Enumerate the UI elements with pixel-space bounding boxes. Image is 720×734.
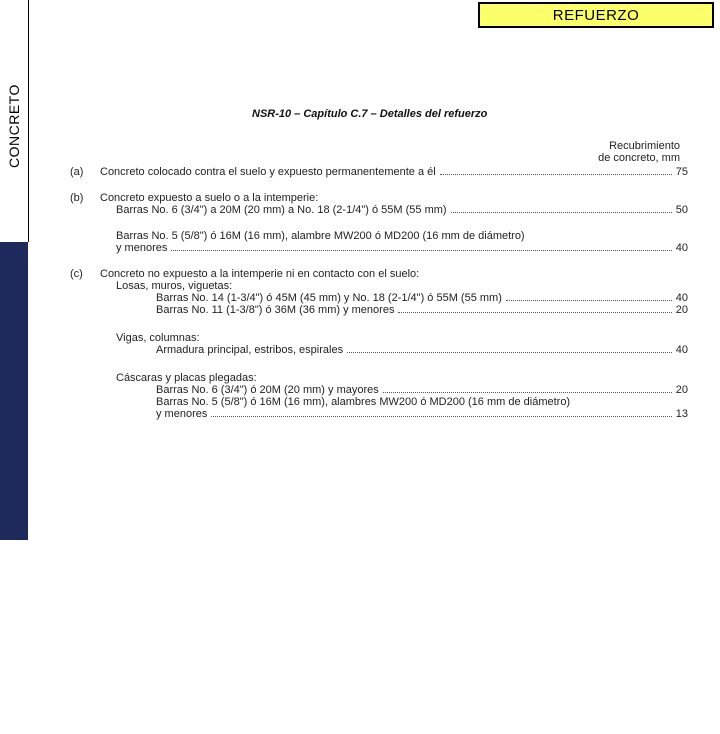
row-b1 <box>70 204 688 216</box>
row-c3 <box>70 344 688 356</box>
row-c4-value: 20 <box>675 384 688 396</box>
row-c-slabs <box>70 280 688 292</box>
row-c2-value: 20 <box>675 304 688 316</box>
row-c1 <box>70 292 688 304</box>
cover-header-line-1: Recubrimiento <box>609 140 680 152</box>
row-c5 <box>70 396 688 408</box>
row-c4 <box>70 384 688 396</box>
leader-dots <box>506 299 672 301</box>
row-c5-value: 13 <box>675 408 688 420</box>
row-c-text: Concreto no expuesto a la intemperie ni en contacto con el suelo: <box>100 268 420 280</box>
row-b <box>70 192 688 204</box>
row-b2b-text: y menores <box>116 242 168 254</box>
row-a-label: (a) <box>70 166 84 178</box>
row-c5-text: Barras No. 5 (5/8") ó 16M (16 mm), alambres MW200 ó MD200 (16 mm de diámetro) <box>156 396 571 408</box>
leader-dots <box>171 249 672 251</box>
cover-header-line-2: de concreto, mm <box>598 152 680 164</box>
leader-dots <box>398 311 672 313</box>
row-c3-text: Armadura principal, estribos, espirales <box>156 344 344 356</box>
row-c-shells-text: Cáscaras y placas plegadas: <box>116 372 257 384</box>
slide-title: REFUERZO <box>478 2 714 28</box>
row-a-value: 75 <box>675 166 688 178</box>
row-a <box>70 166 688 178</box>
row-b1-text: Barras No. 6 (3/4") a 20M (20 mm) a No. 18 (2-1/4") ó 55M (55 mm) <box>116 204 447 216</box>
row-b-label: (b) <box>70 192 84 204</box>
row-c-beams <box>70 332 688 344</box>
row-b2b <box>70 242 688 254</box>
row-c2 <box>70 304 688 316</box>
side-band-bottom <box>0 242 28 734</box>
row-c4-text: Barras No. 6 (3/4") ó 20M (20 mm) y mayores <box>156 384 379 396</box>
row-b2-text: Barras No. 5 (5/8") ó 16M (16 mm), alambre MW200 ó MD200 (16 mm de diámetro) <box>116 230 525 242</box>
side-label-concreto: CONCRETO <box>6 84 22 168</box>
leader-dots <box>440 173 672 175</box>
leader-dots <box>383 391 672 393</box>
leader-dots <box>347 351 672 353</box>
row-c3-value: 40 <box>675 344 688 356</box>
row-c <box>70 268 688 280</box>
row-c2-text: Barras No. 11 (1-3/8") ó 36M (36 mm) y menores <box>156 304 395 316</box>
cover-column-header <box>598 140 680 164</box>
row-c-slabs-text: Losas, muros, viguetas: <box>116 280 233 292</box>
row-c1-value: 40 <box>675 292 688 304</box>
row-c5b-text: y menores <box>156 408 208 420</box>
row-c-beams-text: Vigas, columnas: <box>116 332 200 344</box>
side-label-espacio: ESPACIO Y MATERIALIDAD <box>6 549 21 734</box>
row-b1-value: 50 <box>675 204 688 216</box>
leader-dots <box>211 415 672 417</box>
row-c1-text: Barras No. 14 (1-3/4") ó 45M (45 mm) y No. 18 (2-1/4") ó 55M (55 mm) <box>156 292 502 304</box>
doc-title: NSR-10 – Capítulo C.7 – Detalles del refuerzo <box>252 108 488 120</box>
row-c5b <box>70 408 688 420</box>
row-a-text: Concreto colocado contra el suelo y expuesto permanentemente a él <box>100 166 436 178</box>
row-b-text: Concreto expuesto a suelo o a la intemperie: <box>100 192 319 204</box>
row-c-shells <box>70 372 688 384</box>
leader-dots <box>451 211 672 213</box>
side-band-top <box>0 0 29 242</box>
row-c-label: (c) <box>70 268 83 280</box>
row-b2 <box>70 230 688 242</box>
row-b2-value: 40 <box>675 242 688 254</box>
